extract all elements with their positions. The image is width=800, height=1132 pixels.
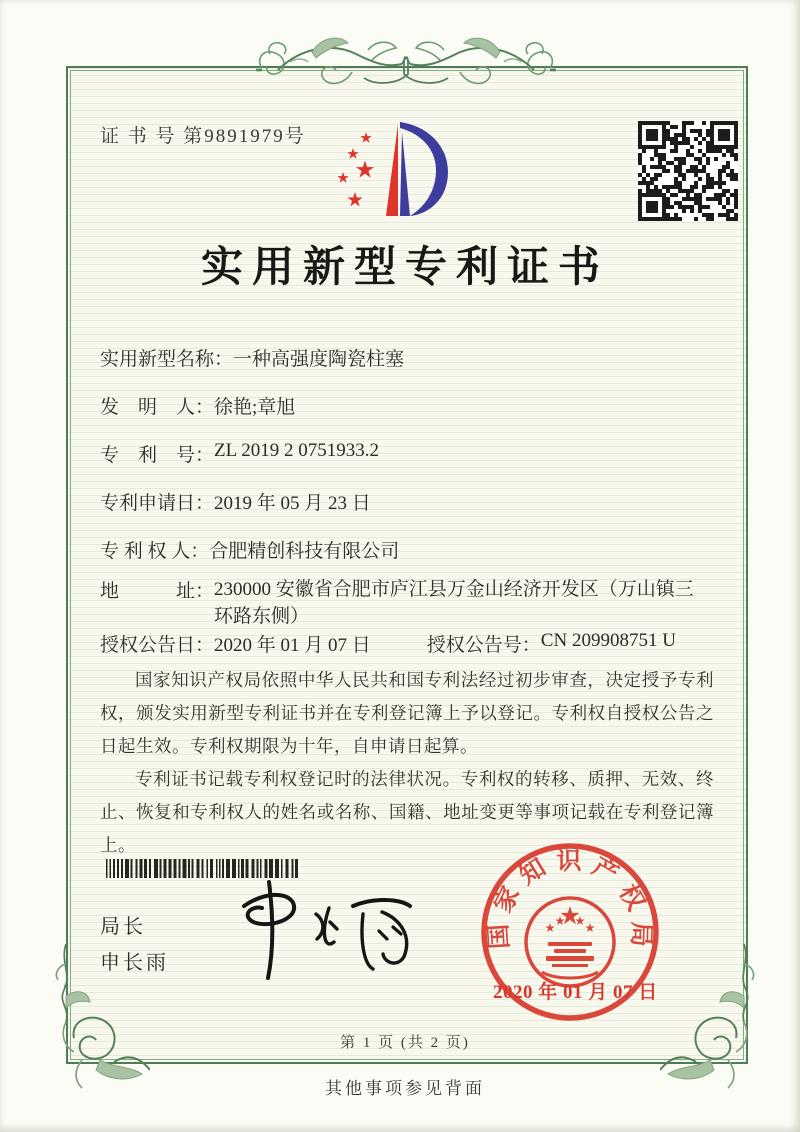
field-value: 一种高强度陶瓷柱塞	[233, 349, 405, 370]
cnipa-logo-icon	[336, 112, 462, 224]
field-label: 实用新型名称：	[100, 349, 234, 370]
field-row-grant	[100, 630, 676, 657]
field-value: 合肥精创科技有限公司	[209, 541, 400, 562]
grant-number-label: 授权公告号：	[426, 635, 541, 656]
certificate-number: 证 书 号 第9891979号	[100, 126, 306, 147]
legal-statement	[100, 664, 714, 862]
svg-text:国家知识产权局: 国家知识产权局	[485, 847, 655, 950]
back-side-note: 其他事项参见背面	[325, 1079, 485, 1098]
director-title: 局长	[100, 916, 146, 938]
grant-date-value: 2020 年 01 月 07 日	[214, 635, 371, 656]
top-flourish-ornament-icon	[256, 26, 556, 104]
field-value: 2019 年 05 月 23 日	[214, 493, 371, 514]
field-row-filing-date	[100, 488, 371, 515]
legal-paragraph-1: 国家知识产权局依照中华人民共和国专利法经过初步审查，决定授予专利权，颁发实用新型专利证书并在专利登记簿上予以登记。专利权自授权公告之日起生效。专利权期限为十年，自申请日起算。	[100, 670, 714, 756]
seal-date: 2020 年 01 月 07 日	[493, 982, 658, 1003]
field-row-patentee	[100, 536, 399, 563]
grant-date-label: 授权公告日：	[100, 635, 215, 656]
field-row-inventor	[100, 392, 295, 419]
field-row-address	[100, 576, 696, 630]
field-label: 专 利 号：	[100, 445, 215, 466]
grant-number-value: CN 209908751 U	[540, 630, 676, 651]
field-value: 230000 安徽省合肥市庐江县万金山经济开发区（万山镇三环路东侧）	[214, 579, 694, 627]
field-label: 地 址：	[100, 581, 215, 602]
director-name: 申长雨	[100, 952, 169, 974]
page-number: 第 1 页 (共 2 页)	[340, 1035, 470, 1051]
field-label: 发 明 人：	[100, 397, 215, 418]
field-value: ZL 2019 2 0751933.2	[214, 440, 380, 461]
field-label: 专 利 权 人：	[100, 541, 210, 562]
legal-paragraph-2: 专利证书记载专利权登记时的法律状况。专利权的转移、质押、无效、终止、恢复和专利权人的姓名或名称、国籍、地址变更等事项记载在专利登记簿上。	[100, 769, 714, 855]
field-row-patent-number	[100, 440, 379, 467]
field-row-name	[100, 344, 404, 371]
field-label: 专利申请日：	[100, 493, 215, 514]
qr-code	[638, 121, 738, 221]
certificate-title: 实用新型专利证书	[200, 245, 609, 291]
director-signature	[212, 876, 427, 984]
field-value: 徐艳;章旭	[214, 397, 296, 418]
bottom-right-flourish-ornament-icon	[660, 942, 780, 1092]
